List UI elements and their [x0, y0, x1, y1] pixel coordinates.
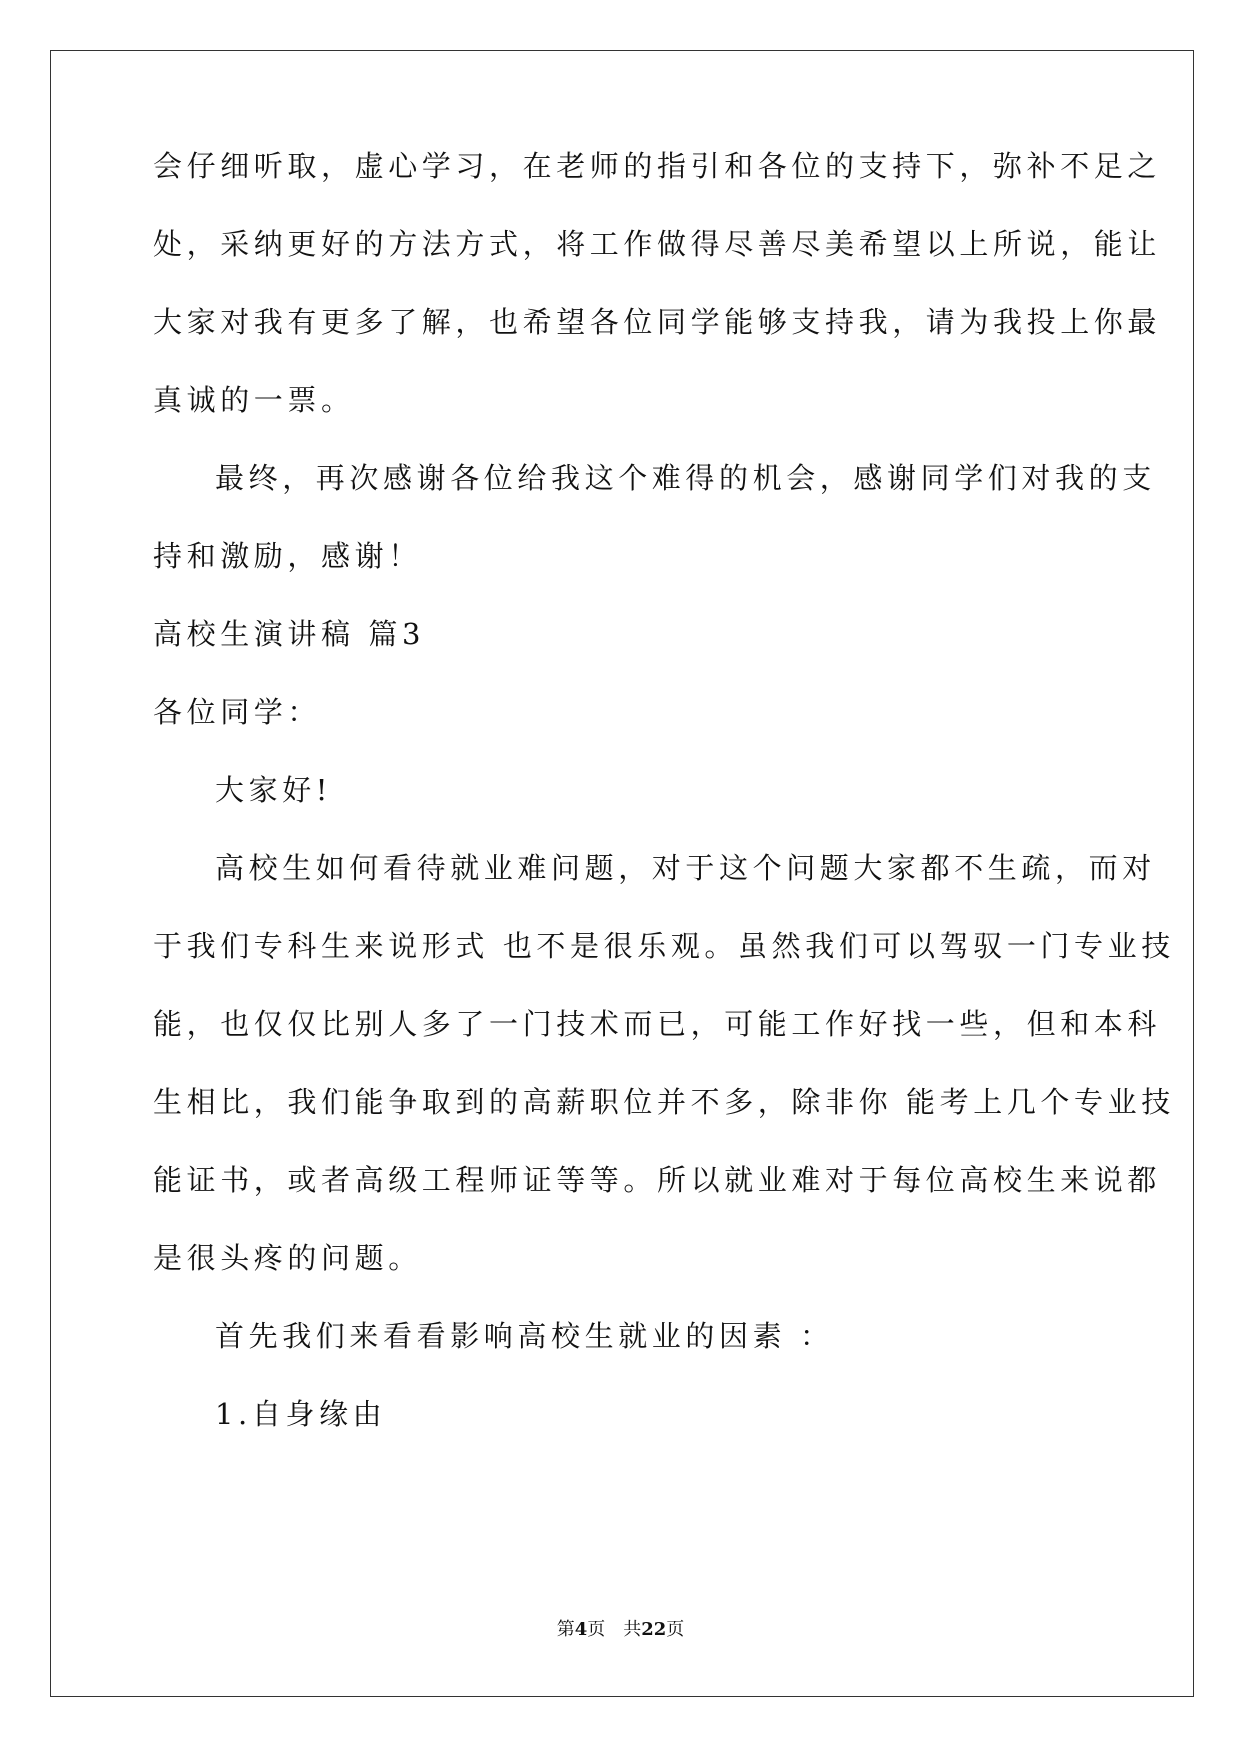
footer-suffix: 页 — [666, 1619, 685, 1640]
body-line: 高校生如何看待就业难问题，对于这个问题大家都不生疏，而对 — [215, 851, 1156, 885]
body-line: 于我们专科生来说形式 也不是很乐观。虽然我们可以驾驭一门专业技 — [153, 929, 1175, 963]
body-line: 能证书，或者高级工程师证等等。所以就业难对于每位高校生来说都 — [153, 1163, 1162, 1197]
body-line: 大家对我有更多了解，也希望各位同学能够支持我，请为我投上你最 — [153, 305, 1162, 339]
body-line: 是很头疼的问题。 — [153, 1241, 422, 1275]
page-footer — [0, 1618, 1241, 1642]
body-line: 最终，再次感谢各位给我这个难得的机会，感谢同学们对我的支 — [215, 461, 1156, 495]
body-line: 会仔细听取，虚心学习，在老师的指引和各位的支持下，弥补不足之 — [153, 149, 1162, 183]
salutation: 各位同学： — [153, 695, 322, 729]
footer-mid: 页 共 — [587, 1619, 642, 1640]
section-heading: 高校生演讲稿 篇3 — [153, 617, 426, 651]
list-item: 1.自身缘由 — [215, 1397, 387, 1431]
body-line: 首先我们来看看影响高校生就业的因素 ： — [215, 1319, 834, 1353]
current-page-number: 4 — [574, 1619, 588, 1640]
body-line: 持和激励，感谢！ — [153, 539, 422, 573]
greeting: 大家好! — [215, 773, 333, 807]
body-line: 处，采纳更好的方法方式，将工作做得尽善尽美希望以上所说，能让 — [153, 227, 1162, 261]
body-line: 能，也仅仅比别人多了一门技术而已，可能工作好找一些，但和本科 — [153, 1007, 1162, 1041]
total-page-count: 22 — [641, 1619, 667, 1640]
body-line: 生相比，我们能争取到的高薪职位并不多，除非你 能考上几个专业技 — [153, 1085, 1175, 1119]
body-line: 真诚的一票。 — [153, 383, 355, 417]
footer-prefix: 第 — [556, 1619, 575, 1640]
